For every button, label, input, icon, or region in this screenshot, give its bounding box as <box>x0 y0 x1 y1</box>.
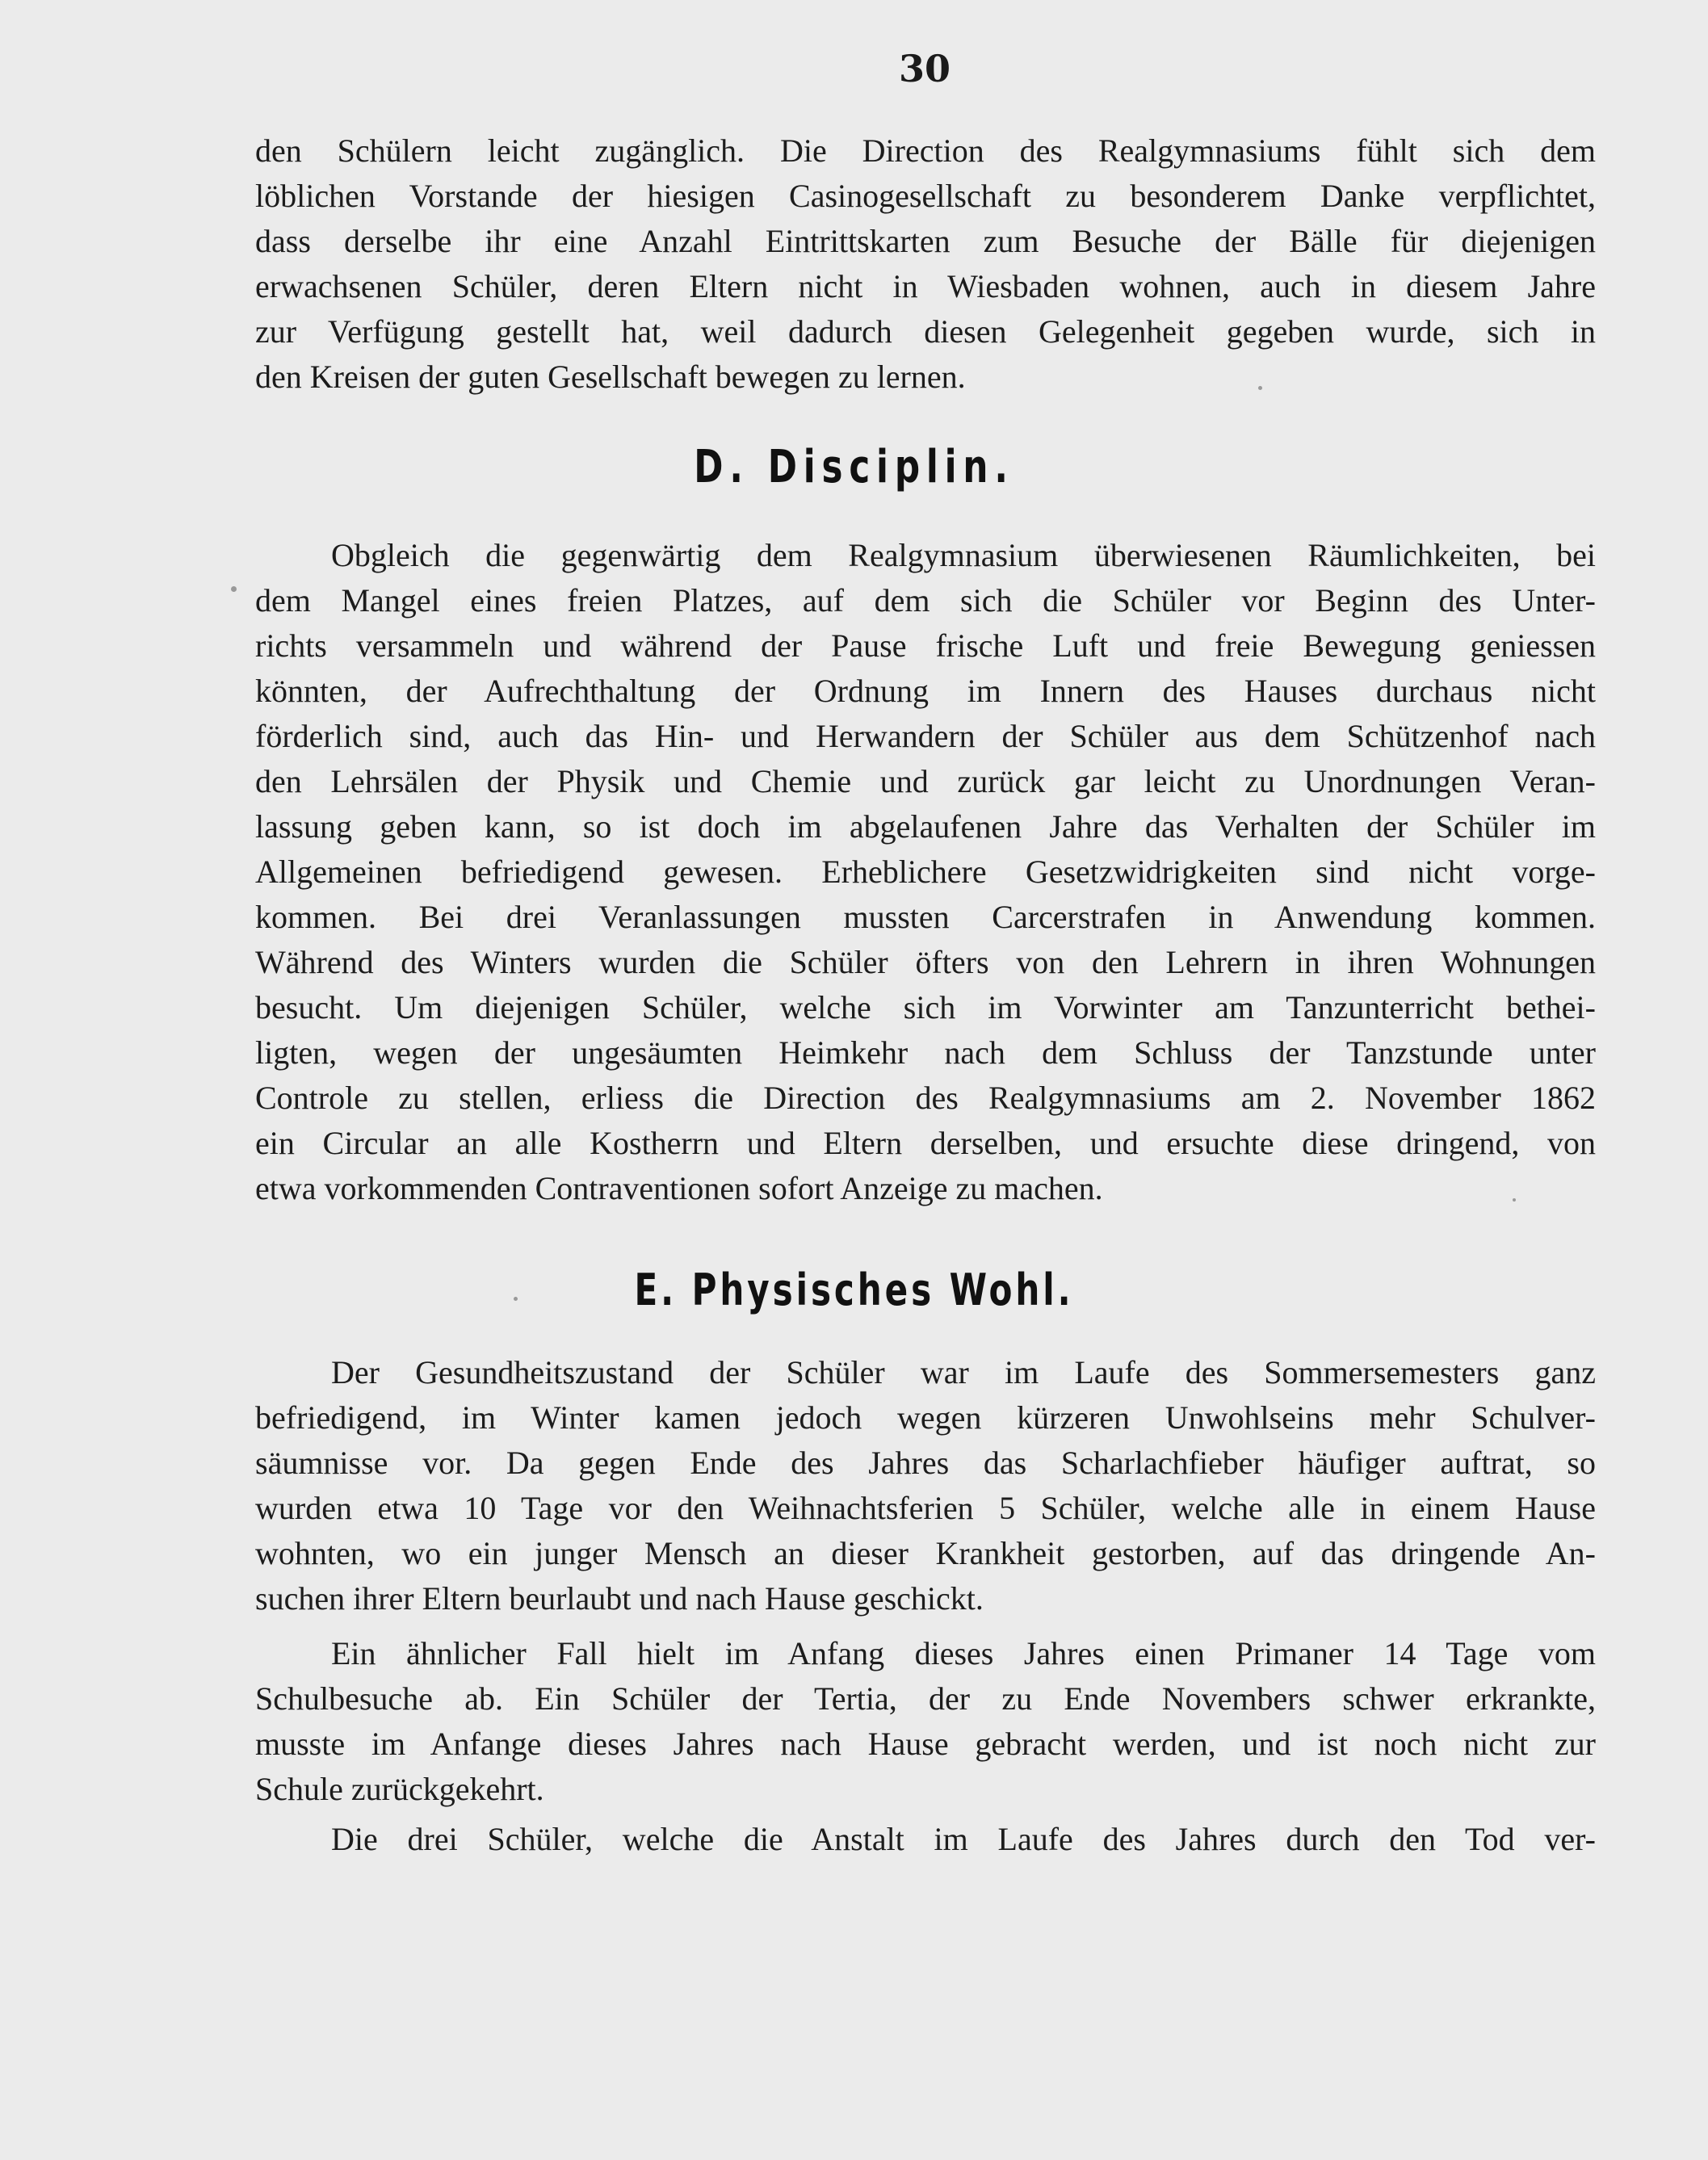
text-line: besucht. Um diejenigen Schüler, welche sich im Vorwinter am Tanzunterricht bethei- <box>255 989 1596 1025</box>
text-line: etwa vorkommenden Contraventionen sofort Anzeige zu machen. <box>255 1170 1103 1206</box>
text-line: Schulbesuche ab. Ein Schüler der Tertia, der zu Ende Novembers schwer erkrankte, <box>255 1680 1596 1717</box>
text-line: den Schülern leicht zugänglich. Die Direction des Realgymnasiums fühlt sich dem <box>255 132 1596 169</box>
text-line: Obgleich die gegenwärtig dem Realgymnasium überwiesenen Räumlichkeiten, bei <box>331 537 1596 573</box>
section-d-heading: D. Disciplin. <box>694 441 1014 493</box>
page-number: 30 <box>898 47 951 90</box>
text-line: lassung geben kann, so ist doch im abgelaufenen Jahre das Verhalten der Schüler im <box>255 808 1596 845</box>
text-line: Die drei Schüler, welche die Anstalt im Laufe des Jahres durch den Tod ver- <box>331 1821 1596 1857</box>
text-line: wurden etwa 10 Tage vor den Weihnachtsferien 5 Schüler, welche alle in einem Hause <box>255 1490 1596 1526</box>
section-e-heading: E. Physisches Wohl. <box>634 1265 1074 1315</box>
text-line: befriedigend, im Winter kamen jedoch wegen kürzeren Unwohlseins mehr Schulver- <box>255 1399 1596 1436</box>
text-line: zur Verfügung gestellt hat, weil dadurch diesen Gelegenheit gegeben wurde, sich in <box>255 313 1596 350</box>
text-line: dem Mangel eines freien Platzes, auf dem sich die Schüler vor Beginn des Unter- <box>255 582 1596 619</box>
scan-speck <box>231 586 237 592</box>
text-line: dass derselbe ihr eine Anzahl Eintrittskarten zum Besuche der Bälle für diejenigen <box>255 223 1596 259</box>
text-line: musste im Anfange dieses Jahres nach Hause gebracht werden, und ist noch nicht zur <box>255 1726 1596 1762</box>
text-line: Während des Winters wurden die Schüler öfters von den Lehrern in ihren Wohnungen <box>255 944 1596 980</box>
scan-speck <box>514 1297 518 1301</box>
text-line: Allgemeinen befriedigend gewesen. Erheblichere Gesetzwidrigkeiten sind nicht vorge- <box>255 854 1596 890</box>
text-line: förderlich sind, auch das Hin- und Herwandern der Schüler aus dem Schützenhof nach <box>255 718 1596 754</box>
text-line: säumnisse vor. Da gegen Ende des Jahres das Scharlachfieber häufiger auftrat, so <box>255 1445 1596 1481</box>
text-line: erwachsenen Schüler, deren Eltern nicht in Wiesbaden wohnen, auch in diesem Jahre <box>255 268 1596 304</box>
text-line: den Kreisen der guten Gesellschaft bewegen zu lernen. <box>255 359 966 395</box>
text-line: richts versammeln und während der Pause frische Luft und freie Bewegung geniessen <box>255 627 1596 664</box>
text-line: den Lehrsälen der Physik und Chemie und zurück gar leicht zu Unordnungen Veran- <box>255 763 1596 799</box>
text-line: ein Circular an alle Kostherrn und Eltern derselben, und ersuchte diese dringend, von <box>255 1125 1596 1161</box>
text-line: Controle zu stellen, erliess die Direction des Realgymnasiums am 2. November 1862 <box>255 1080 1596 1116</box>
text-line: Der Gesundheitszustand der Schüler war im Laufe des Sommersemesters ganz <box>331 1354 1596 1390</box>
text-line: Ein ähnlicher Fall hielt im Anfang dieses Jahres einen Primaner 14 Tage vom <box>331 1635 1596 1671</box>
text-line: könnten, der Aufrechthaltung der Ordnung im Innern des Hauses durchaus nicht <box>255 673 1596 709</box>
text-line: kommen. Bei drei Veranlassungen mussten Carcerstrafen in Anwendung kommen. <box>255 899 1596 935</box>
text-line: löblichen Vorstande der hiesigen Casinogesellschaft zu besonderem Danke verpflichtet, <box>255 178 1596 214</box>
scan-speck <box>1258 386 1262 390</box>
text-line: Schule zurückgekehrt. <box>255 1771 544 1807</box>
text-line: ligten, wegen der ungesäumten Heimkehr nach dem Schluss der Tanzstunde unter <box>255 1034 1596 1071</box>
text-line: wohnten, wo ein junger Mensch an dieser Krankheit gestorben, auf das dringende An- <box>255 1535 1596 1571</box>
scan-speck <box>1513 1198 1516 1202</box>
text-line: suchen ihrer Eltern beurlaubt und nach Hause geschickt. <box>255 1580 984 1617</box>
